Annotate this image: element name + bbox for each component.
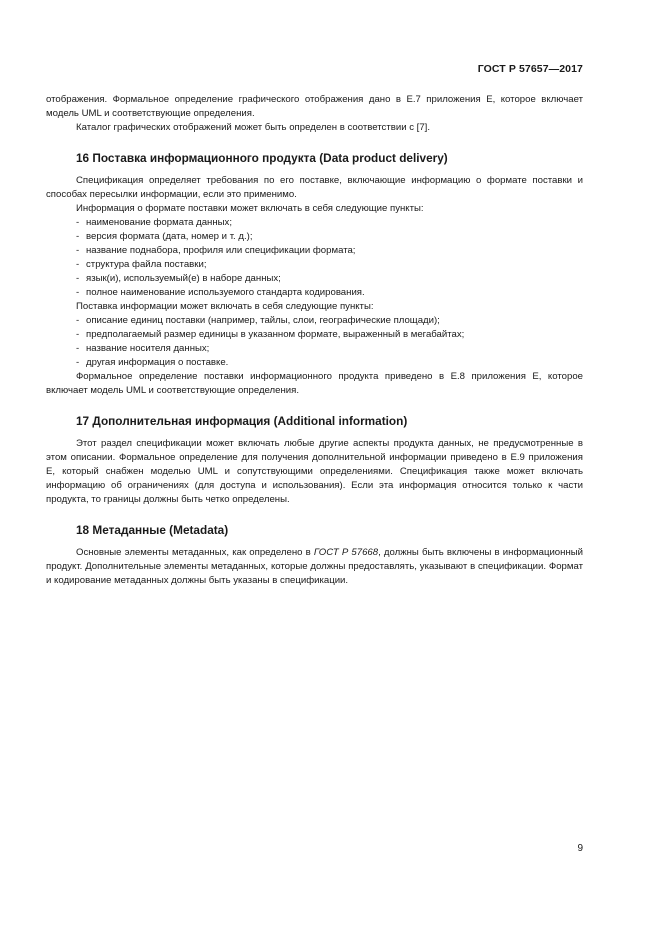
- delivery-items-list: [46, 314, 583, 370]
- list-item: - другая информация о поставке.: [76, 356, 583, 370]
- list-item: - язык(и), используемый(е) в наборе данных;: [76, 272, 583, 286]
- list-item: - версия формата (дата, номер и т. д.);: [76, 230, 583, 244]
- paragraph: Каталог графических отображений может быть определен в соответствии с [7].: [76, 122, 431, 133]
- paragraph: [46, 546, 583, 588]
- paragraph: Этот раздел спецификации может включать любые другие аспекты продукта данных, не предусмотренные в этом описании. Формальное определение для получения дополнительной информации приведено в Е.9 приложения Е, который снабжен моделью UML и сопутствующими определениями. Спецификация также может включать информацию об ограничениях (для доступа и использования). Если эта информация относится только к части продукта, то границы должны быть четко определены.: [46, 438, 583, 505]
- section-17-heading: 17 Дополнительная информация (Additional information): [76, 414, 408, 428]
- list-item: - название носителя данных;: [76, 342, 583, 356]
- standard-reference: ГОСТ Р 57668: [313, 547, 379, 558]
- page-number: 9: [577, 843, 583, 854]
- list-item: - структура файла поставки;: [76, 258, 583, 272]
- list-item: - полное наименование используемого стандарта кодирования.: [76, 286, 583, 300]
- list-item: - наименование формата данных;: [76, 216, 583, 230]
- paragraph: Информация о формате поставки может включать в себя следующие пункты:: [76, 203, 424, 214]
- page-content: [46, 93, 583, 588]
- section-18-heading: 18 Метаданные (Metadata): [76, 523, 229, 537]
- list-item: - описание единиц поставки (например, тайлы, слои, географические площади);: [76, 314, 583, 328]
- list-item: - предполагаемый размер единицы в указанном формате, выраженный в мегабайтах;: [76, 328, 583, 342]
- paragraph: отображения. Формальное определение графического отображения дано в Е.7 приложения Е, которое включает модель UML и соответствующие определения.: [46, 94, 583, 119]
- section-16-heading: 16 Поставка информационного продукта (Data product delivery): [76, 151, 448, 165]
- list-item: - название поднабора, профиля или спецификации формата;: [76, 244, 583, 258]
- text-run: Основные элементы метаданных, как определено в: [76, 547, 314, 558]
- format-items-list: [46, 216, 583, 300]
- paragraph: Поставка информации может включать в себя следующие пункты:: [76, 301, 374, 312]
- paragraph: Формальное определение поставки информационного продукта приведено в Е.8 приложения Е, которое включает модель UML и соответствующие определения.: [46, 371, 583, 396]
- paragraph: Спецификация определяет требования по его поставке, включающие информацию о формате поставки и способах пересылки информации, если это применимо.: [46, 175, 583, 200]
- text-run: , должны быть включены в информационный продукт. Дополнительные элементы метаданных, которые должны предоставлять, указывают в спецификации. Формат и кодирование метаданных должны быть указаны в спецификации.: [46, 547, 583, 586]
- document-id-header: ГОСТ Р 57657—2017: [477, 63, 583, 75]
